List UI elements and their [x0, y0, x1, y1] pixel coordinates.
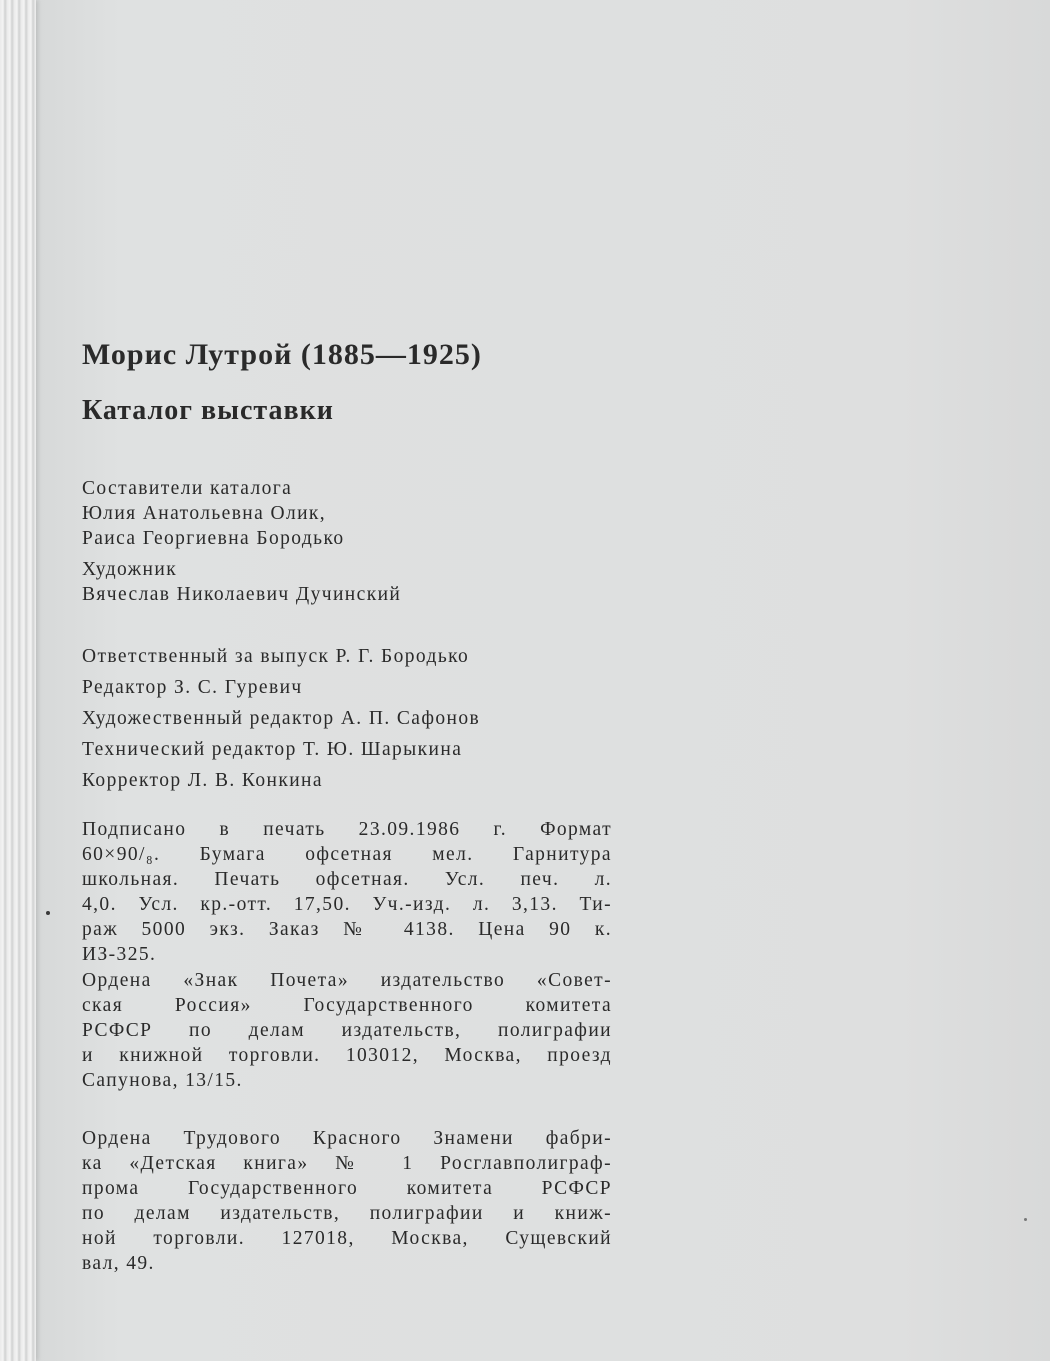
compiler-name: Юлия Анатольевна Олик,	[82, 503, 327, 524]
credit-line: Художественный редактор А. П. Сафонов	[82, 708, 481, 729]
publisher-line: РСФСР по делам издательств, полиграфии	[82, 1020, 612, 1041]
imprint-line: 60×90/₈. Бумага офсетная мел. Гарнитура	[82, 844, 612, 865]
artist-name: Вячеслав Николаевич Дучинский	[82, 584, 402, 605]
imprint-section	[82, 817, 612, 967]
factory-line: прома Государственного комитета РСФСР	[82, 1178, 612, 1199]
compilers-label: Составители каталога	[82, 478, 293, 499]
page-title: Морис Лутрой (1885—1925)	[82, 338, 482, 371]
factory-line: ной торговли. 127018, Москва, Сущевский	[82, 1228, 612, 1249]
publisher-line: и книжной торговли. 103012, Москва, проезд	[82, 1045, 612, 1066]
ink-speck	[1024, 1218, 1027, 1221]
page-edge	[0, 0, 36, 1361]
artist-label: Художник	[82, 559, 178, 580]
imprint-line: раж 5000 экз. Заказ № 4138. Цена 90 к.	[82, 919, 612, 940]
ink-speck	[46, 911, 50, 915]
compilers-section	[82, 476, 612, 551]
publisher-line: Сапунова, 13/15.	[82, 1070, 243, 1091]
imprint-line: школьная. Печать офсетная. Усл. печ. л.	[82, 869, 612, 890]
imprint-line: Подписано в печать 23.09.1986 г. Формат	[82, 819, 612, 840]
credit-line: Корректор Л. В. Конкина	[82, 770, 323, 791]
imprint-line: 4,0. Усл. кр.-отт. 17,50. Уч.-изд. л. 3,13. Ти-	[82, 894, 612, 915]
publisher-line: ская Россия» Государственного комитета	[82, 995, 612, 1016]
page-subtitle: Каталог выставки	[82, 395, 334, 426]
credit-line: Редактор З. С. Гуревич	[82, 677, 303, 698]
compiler-name: Раиса Георгиевна Бородько	[82, 528, 345, 549]
credit-line: Технический редактор Т. Ю. Шарыкина	[82, 739, 463, 760]
credits-section	[82, 641, 612, 796]
factory-line: ка «Детская книга» № 1 Росглавполиграф-	[82, 1153, 612, 1174]
credit-line: Ответственный за выпуск Р. Г. Бородько	[82, 646, 470, 667]
artist-section	[82, 557, 612, 607]
factory-line: вал, 49.	[82, 1253, 155, 1274]
imprint-line: ИЗ-325.	[82, 944, 157, 965]
factory-line: Ордена Трудового Красного Знамени фабри-	[82, 1128, 612, 1149]
publisher-line: Ордена «Знак Почета» издательство «Совет-	[82, 970, 612, 991]
factory-line: по делам издательств, полиграфии и книж-	[82, 1203, 612, 1224]
printing-factory-section	[82, 1126, 612, 1276]
publisher-section	[82, 968, 612, 1093]
